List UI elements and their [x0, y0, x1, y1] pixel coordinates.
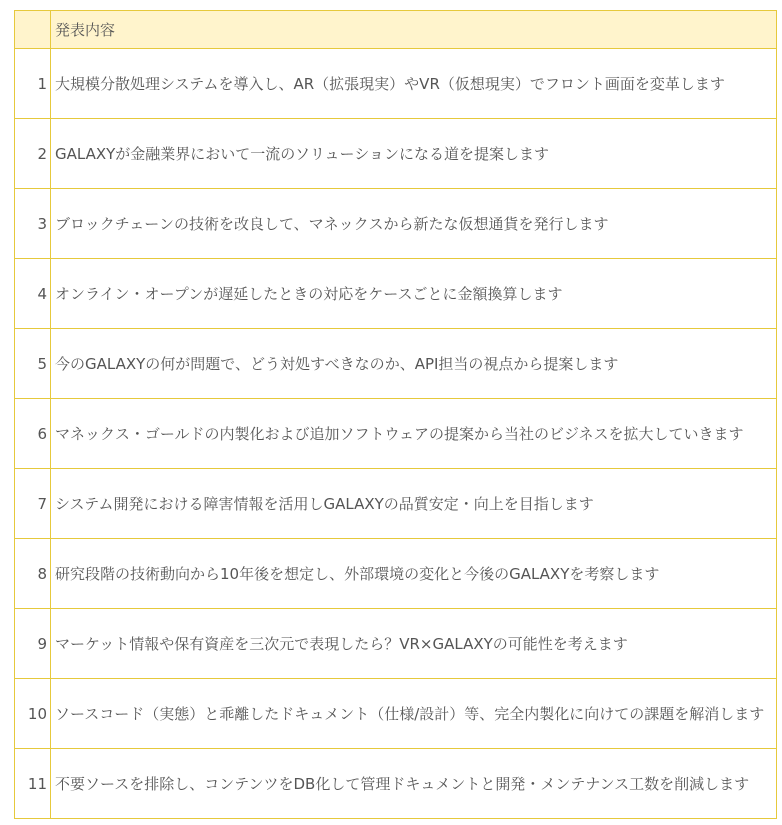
- row-number: 6: [15, 399, 51, 469]
- row-number: 3: [15, 189, 51, 259]
- row-number: 11: [15, 749, 51, 819]
- table-row: [15, 259, 777, 329]
- table-row: [15, 679, 777, 749]
- header-row: [15, 11, 777, 49]
- row-number: 4: [15, 259, 51, 329]
- table-row: [15, 609, 777, 679]
- row-content: ソースコード（実態）と乖離したドキュメント（仕様/設計）等、完全内製化に向けての課題を解消します: [51, 679, 777, 749]
- row-number: 1: [15, 49, 51, 119]
- row-number: 5: [15, 329, 51, 399]
- table-row: [15, 49, 777, 119]
- row-content: オンライン・オープンが遅延したときの対応をケースごとに金額換算します: [51, 259, 777, 329]
- row-content: 不要ソースを排除し、コンテンツをDB化して管理ドキュメントと開発・メンテナンス工数を削減します: [51, 749, 777, 819]
- table-row: [15, 329, 777, 399]
- row-content: ブロックチェーンの技術を改良して、マネックスから新たな仮想通貨を発行します: [51, 189, 777, 259]
- table-header: [15, 11, 777, 49]
- row-content: 大規模分散処理システムを導入し、AR（拡張現実）やVR（仮想現実）でフロント画面を変革します: [51, 49, 777, 119]
- presentation-table-container: [14, 10, 777, 819]
- row-content: 今のGALAXYの何が問題で、どう対処すべきなのか、API担当の視点から提案します: [51, 329, 777, 399]
- row-number: 7: [15, 469, 51, 539]
- row-content: マネックス・ゴールドの内製化および追加ソフトウェアの提案から当社のビジネスを拡大していきます: [51, 399, 777, 469]
- row-content: マーケット情報や保有資産を三次元で表現したら？VR×GALAXYの可能性を考えます: [51, 609, 777, 679]
- row-number: 2: [15, 119, 51, 189]
- table-row: [15, 399, 777, 469]
- table-row: [15, 539, 777, 609]
- table-row: [15, 749, 777, 819]
- table-body: [15, 49, 777, 819]
- row-content: 研究段階の技術動向から10年後を想定し、外部環境の変化と今後のGALAXYを考察します: [51, 539, 777, 609]
- table-row: [15, 119, 777, 189]
- row-number: 9: [15, 609, 51, 679]
- row-number: 8: [15, 539, 51, 609]
- header-content-cell: 発表内容: [51, 11, 777, 49]
- table-row: [15, 189, 777, 259]
- row-content: GALAXYが金融業界において一流のソリューションになる道を提案します: [51, 119, 777, 189]
- header-number-cell: [15, 11, 51, 49]
- row-number: 10: [15, 679, 51, 749]
- table-row: [15, 469, 777, 539]
- row-content: システム開発における障害情報を活用しGALAXYの品質安定・向上を目指します: [51, 469, 777, 539]
- presentation-table: [14, 10, 777, 819]
